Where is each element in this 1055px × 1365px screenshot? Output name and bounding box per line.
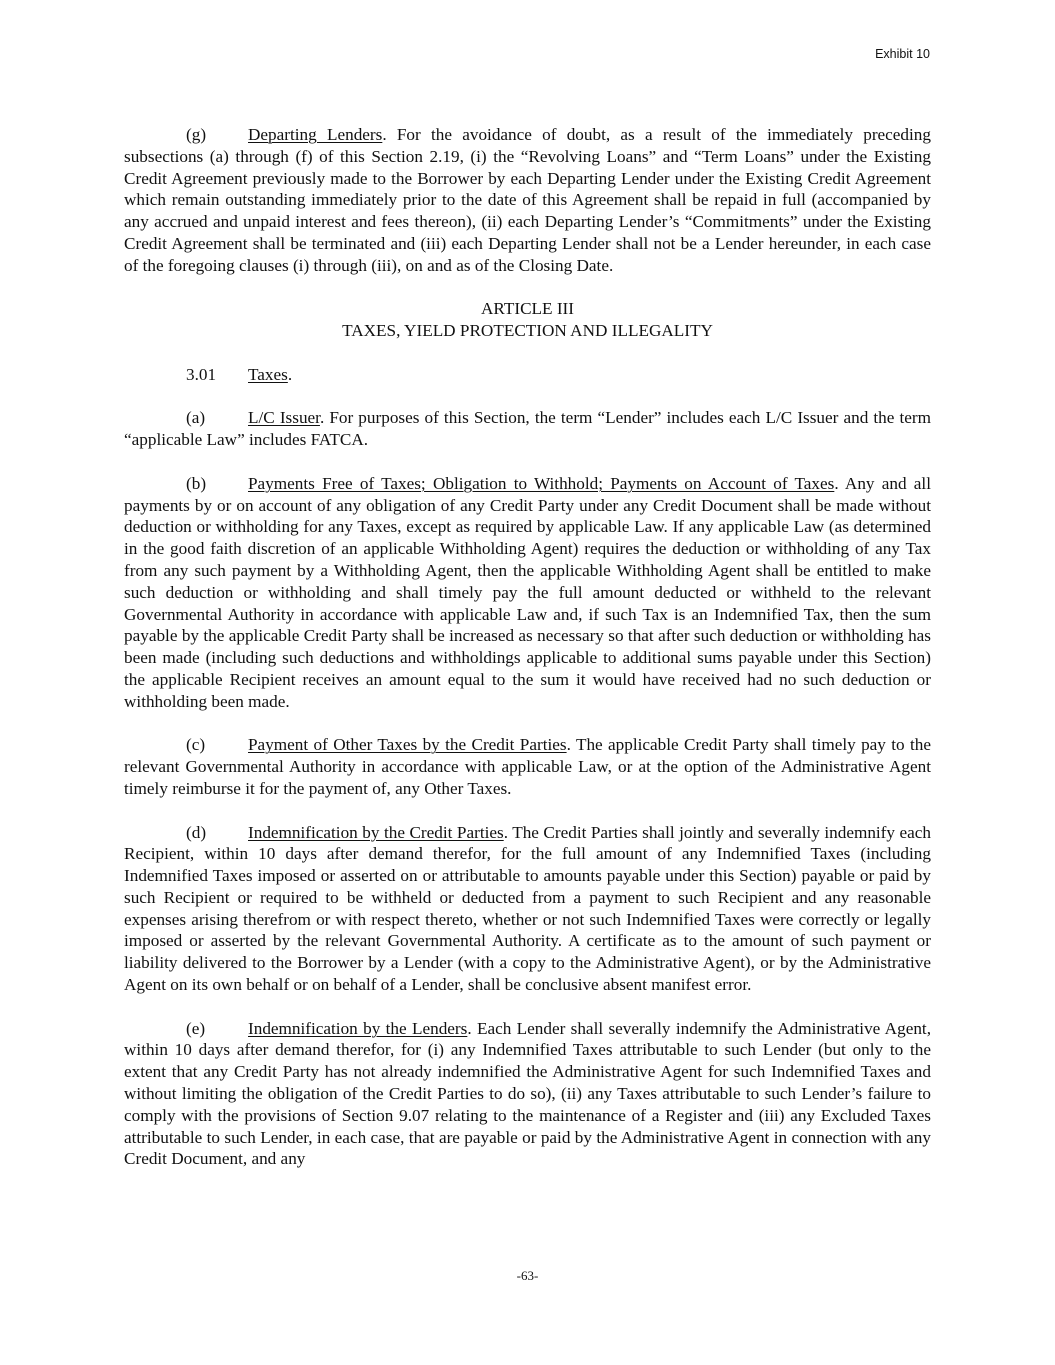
paragraph-d [124,822,931,996]
paragraph-g-body: . For the avoidance of doubt, as a result of the immediately preceding subsections (a) through (f) of this Section 2.19, (i) the “Revolving Loans” and “Term Loans” under the Existing Credit Agreement previously made to the Borrower by each Departing Lender under the Existing Credit Agreement which remain outstanding immediately prior to the date of this Agreement shall be repaid in full (accompanied by any accrued and unpaid interest and fees thereon), (ii) each Departing Lender’s “Commitments” under the Existing Credit Agreement shall be terminated and (iii) each Departing Lender shall not be a Lender hereunder, in each case of the foregoing clauses (i) through (iii), on and as of the Closing Date. [124,125,931,275]
paragraph-c-heading: Payment of Other Taxes by the Credit Parties [248,735,567,755]
paragraph-g [124,124,931,277]
page-number: -63- [516,1268,539,1283]
paragraph-e-heading: Indemnification by the Lenders [248,1018,468,1038]
paragraph-d-marker: (d) [186,822,207,842]
paragraph-a-heading: L/C Issuer [248,408,320,428]
paragraph-a-body: . For purposes of this Section, the term “Lender” includes each L/C Issuer and the term “applicable Law” includes FATCA. [124,408,931,450]
paragraph-c [124,734,931,799]
paragraph-b [124,473,931,713]
section-3-01-heading: Taxes [248,364,288,384]
paragraph-c-marker: (c) [186,735,206,755]
paragraph-b-heading: Payments Free of Taxes; Obligation to Withhold; Payments on Account of Taxes [248,473,835,493]
article-title: TAXES, YIELD PROTECTION AND ILLEGALITY [342,321,713,341]
paragraph-b-body: . Any and all payments by or on account of any obligation of any Credit Party under any Credit Document shall be made without deduction or withholding for any Taxes, except as required by applicable Law. If any applicable Law (as determined in the good faith discretion of an applicable Withholding Agent) requires the deduction or withholding of any Tax from any such payment by a Withholding Agent, then the applicable Withholding Agent shall be entitled to make such deduction or withholding and shall timely pay the full amount deducted or withheld to the relevant Governmental Authority in accordance with applicable Law and, if such Tax is an Indemnified Tax, then the sum payable by the applicable Credit Party shall be increased as necessary so that after such deduction or withholding has been made (including such deductions and withholdings applicable to additional sums payable under this Section) the applicable Recipient receives an amount equal to the sum it would have received had no such deduction or withholding been made. [124,473,931,711]
paragraph-b-marker: (b) [186,473,207,493]
section-3-01 [124,364,931,386]
document-body [124,124,931,1170]
paragraph-e [124,1018,931,1171]
paragraph-c-body: . The applicable Credit Party shall timely pay to the relevant Governmental Authority in accordance with applicable Law, or at the option of the Administrative Agent timely reimburse it for the payment of, any Other Taxes. [124,735,931,798]
exhibit-label: Exhibit 10 [875,47,930,61]
paragraph-a [124,407,931,451]
paragraph-d-heading: Indemnification by the Credit Parties [248,822,504,842]
section-3-01-number: 3.01 [186,364,217,384]
section-3-01-suffix: . [287,364,293,384]
paragraph-a-marker: (a) [186,408,206,428]
article-number: ARTICLE III [481,299,574,319]
paragraph-g-heading: Departing Lenders [248,125,383,144]
article-heading [124,298,931,342]
paragraph-d-body: . The Credit Parties shall jointly and severally indemnify each Recipient, within 10 days after demand therefor, for the full amount of any Indemnified Taxes (including Indemnified Taxes imposed or asserted on or attributable to amounts payable under this Section) payable or paid by such Recipient or required to be withheld or deducted from a payment to such Recipient and any reasonable expenses arising therefrom or with respect thereto, whether or not such Indemnified Taxes were correctly or legally imposed or asserted by the relevant Governmental Authority. A certificate as to the amount of such payment or liability delivered to the Borrower by a Lender (with a copy to the Administrative Agent), or by the Administrative Agent on its own behalf or on behalf of a Lender, shall be conclusive absent manifest error. [124,822,931,995]
paragraph-e-marker: (e) [186,1018,206,1038]
paragraph-g-marker: (g) [186,125,207,144]
paragraph-e-body: . Each Lender shall severally indemnify the Administrative Agent, within 10 days after demand therefor, for (i) any Indemnified Taxes attributable to such Lender (but only to the extent that any Credit Party has not already indemnified the Administrative Agent for such Indemnified Taxes and without limiting the obligation of the Credit Parties to do so), (ii) any Taxes attributable to such Lender’s failure to comply with the provisions of Section 9.07 relating to the maintenance of a Register and (iii) any Excluded Taxes attributable to such Lender, in each case, that are payable or paid by the Administrative Agent in connection with any Credit Document, and any [124,1018,931,1169]
